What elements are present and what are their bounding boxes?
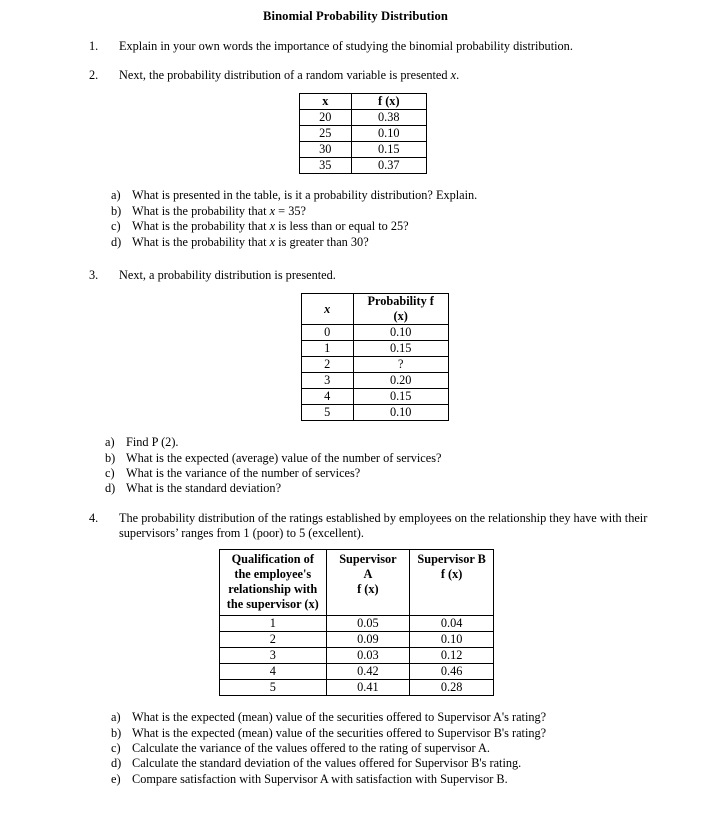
subitem-text: What is the standard deviation? bbox=[126, 481, 282, 496]
probability-table-3 bbox=[219, 549, 494, 696]
table-2-cell-x: 1 bbox=[301, 341, 353, 357]
question-1-number: 1. bbox=[89, 38, 99, 53]
question-4-subitem-b bbox=[111, 726, 671, 741]
table-row bbox=[220, 648, 494, 664]
question-3 bbox=[89, 268, 649, 283]
subitem-variable: x bbox=[269, 234, 276, 249]
question-2-text bbox=[119, 68, 649, 83]
table-1-cell-fx: 0.10 bbox=[352, 126, 426, 142]
subitem-text bbox=[132, 235, 671, 250]
table-row bbox=[220, 632, 494, 648]
table-3-cell-supa: 0.05 bbox=[326, 616, 410, 632]
question-2-variable: x bbox=[450, 68, 457, 83]
table-2-cell-x: 3 bbox=[301, 373, 353, 389]
table-row-header bbox=[301, 294, 448, 325]
table-3-cell-supa: 0.42 bbox=[326, 664, 410, 680]
question-3-subitem-a bbox=[105, 435, 671, 450]
question-3-subitems bbox=[105, 435, 671, 496]
table-3-header-col3-line2: f (x) bbox=[440, 567, 463, 582]
table-1-cell-x: 35 bbox=[299, 158, 352, 174]
subitem-letter: a) bbox=[105, 435, 115, 450]
probability-table-2 bbox=[301, 293, 449, 421]
question-2 bbox=[89, 68, 649, 83]
subitem-letter: b) bbox=[111, 725, 122, 740]
table-row-header bbox=[220, 550, 494, 616]
subitem-text-part: is greater than 30? bbox=[275, 234, 369, 249]
table-3-header-supervisor-b bbox=[410, 550, 494, 616]
table-row bbox=[220, 616, 494, 632]
table-1-cell-x: 20 bbox=[299, 110, 352, 126]
table-3-header-col1-line1: Qualification of bbox=[231, 552, 314, 567]
question-4-subitem-d bbox=[111, 756, 671, 771]
table-2-wrapper bbox=[0, 293, 711, 421]
question-4-text: The probability distribution of the ratings established by employees on the relationship they have with their supervisors’ ranges from 1 (poor) to 5 (excellent). bbox=[119, 510, 648, 541]
question-4 bbox=[89, 511, 649, 542]
table-row bbox=[299, 110, 426, 126]
table-3-cell-rating: 1 bbox=[220, 616, 327, 632]
question-2-text-after: . bbox=[456, 68, 460, 83]
question-4-subitem-c bbox=[111, 741, 671, 756]
table-3-header-supervisor-a bbox=[326, 550, 410, 616]
question-2-subitem-b bbox=[111, 204, 671, 219]
table-3-wrapper bbox=[0, 549, 711, 696]
table-row bbox=[301, 405, 448, 421]
probability-table-1 bbox=[299, 93, 427, 174]
table-3-header-col2-line1: Supervisor bbox=[339, 552, 397, 567]
subitem-letter: a) bbox=[111, 710, 121, 725]
table-3-cell-supb: 0.12 bbox=[410, 648, 494, 664]
subitem-letter: d) bbox=[111, 756, 122, 771]
table-row bbox=[220, 664, 494, 680]
subitem-text: Find P (2). bbox=[126, 435, 179, 450]
subitem-letter: c) bbox=[111, 741, 121, 756]
table-1-header-fx: f (x) bbox=[352, 94, 426, 110]
subitem-letter: b) bbox=[105, 450, 116, 465]
question-2-subitems bbox=[111, 188, 671, 249]
subitem-variable: x bbox=[269, 203, 276, 218]
question-2-subitem-a bbox=[111, 188, 671, 203]
table-3-header-col1-line3: relationship with bbox=[228, 582, 318, 597]
table-3-cell-supa: 0.09 bbox=[326, 632, 410, 648]
subitem-letter: d) bbox=[111, 234, 122, 249]
subitem-text: What is the expected (mean) value of the securities offered to Supervisor B's rating? bbox=[132, 725, 547, 740]
question-4-subitems bbox=[111, 710, 671, 787]
table-1-cell-x: 30 bbox=[299, 142, 352, 158]
table-3-cell-rating: 5 bbox=[220, 680, 327, 696]
question-2-subitem-c bbox=[111, 219, 671, 234]
table-row bbox=[301, 389, 448, 405]
subitem-text-part: What is the probability that bbox=[132, 219, 270, 234]
subitem-text: Calculate the standard deviation of the values offered for Supervisor B's rating. bbox=[132, 756, 522, 771]
subitem-text bbox=[132, 204, 671, 219]
table-row bbox=[301, 373, 448, 389]
table-3-header-col2-line2: A bbox=[363, 567, 373, 582]
table-3-cell-rating: 3 bbox=[220, 648, 327, 664]
table-3-header-qualification bbox=[220, 550, 327, 616]
table-3-cell-rating: 2 bbox=[220, 632, 327, 648]
subitem-letter: e) bbox=[111, 771, 121, 786]
subitem-text-part: = 35? bbox=[275, 203, 306, 218]
table-3-header-col3-line1: Supervisor B bbox=[417, 552, 486, 567]
question-2-subitem-d bbox=[111, 235, 671, 250]
subitem-text: What is presented in the table, is it a probability distribution? Explain. bbox=[132, 188, 478, 203]
table-row bbox=[301, 341, 448, 357]
table-2-cell-prob: 0.15 bbox=[353, 341, 448, 357]
subitem-text bbox=[132, 219, 671, 234]
table-2-cell-prob: ? bbox=[353, 357, 448, 373]
subitem-text-part: What is the probability that bbox=[132, 234, 270, 249]
table-3-cell-rating: 4 bbox=[220, 664, 327, 680]
table-row bbox=[299, 126, 426, 142]
table-3-cell-supa: 0.03 bbox=[326, 648, 410, 664]
question-4-subitem-a bbox=[111, 710, 671, 725]
question-4-subitem-e bbox=[111, 772, 671, 787]
subitem-letter: d) bbox=[105, 481, 116, 496]
table-3-cell-supb: 0.04 bbox=[410, 616, 494, 632]
question-2-number: 2. bbox=[89, 68, 99, 83]
question-3-text: Next, a probability distribution is presented. bbox=[119, 267, 336, 282]
table-2-header-line2: (x) bbox=[393, 309, 408, 324]
table-2-cell-x: 0 bbox=[301, 325, 353, 341]
question-3-number: 3. bbox=[89, 267, 99, 282]
table-1-cell-x: 25 bbox=[299, 126, 352, 142]
table-3-cell-supb: 0.28 bbox=[410, 680, 494, 696]
question-3-subitem-c bbox=[105, 466, 671, 481]
table-2-header-probability bbox=[353, 294, 448, 325]
subitem-letter: c) bbox=[111, 219, 121, 234]
question-1-text: Explain in your own words the importance of studying the binomial probability distribution. bbox=[119, 38, 573, 53]
subitem-letter: b) bbox=[111, 203, 122, 218]
table-2-cell-x: 5 bbox=[301, 405, 353, 421]
table-3-cell-supb: 0.46 bbox=[410, 664, 494, 680]
question-4-number: 4. bbox=[89, 510, 99, 525]
table-1-header-x: x bbox=[299, 94, 352, 110]
subitem-text: What is the variance of the number of services? bbox=[126, 465, 361, 480]
table-1-cell-fx: 0.38 bbox=[352, 110, 426, 126]
table-3-cell-supa: 0.41 bbox=[326, 680, 410, 696]
table-2-header-line1: Probability f bbox=[367, 294, 434, 309]
table-row bbox=[299, 158, 426, 174]
question-2-text-before: Next, the probability distribution of a random variable is presented bbox=[119, 68, 451, 83]
page-title: Binomial Probability Distribution bbox=[262, 9, 448, 23]
table-2-cell-x: 2 bbox=[301, 357, 353, 373]
table-1-wrapper bbox=[0, 93, 711, 174]
table-row-header bbox=[299, 94, 426, 110]
table-1-cell-fx: 0.37 bbox=[352, 158, 426, 174]
table-3-header-col1-line4: the supervisor (x) bbox=[226, 597, 319, 612]
table-1-cell-fx: 0.15 bbox=[352, 142, 426, 158]
subitem-variable: x bbox=[269, 219, 276, 234]
table-2-cell-prob: 0.15 bbox=[353, 389, 448, 405]
table-3-header-col1-line2: the employee's bbox=[234, 567, 312, 582]
subitem-text-part: is less than or equal to 25? bbox=[275, 219, 409, 234]
table-2-cell-prob: 0.20 bbox=[353, 373, 448, 389]
table-row bbox=[301, 325, 448, 341]
subitem-text: What is the expected (average) value of the number of services? bbox=[126, 450, 442, 465]
subitem-text: What is the expected (mean) value of the securities offered to Supervisor A's rating? bbox=[132, 710, 547, 725]
subitem-text: Calculate the variance of the values offered to the rating of supervisor A. bbox=[132, 741, 490, 756]
table-2-cell-prob: 0.10 bbox=[353, 325, 448, 341]
table-2-header-x: x bbox=[301, 294, 353, 325]
question-3-subitem-b bbox=[105, 451, 671, 466]
table-row bbox=[220, 680, 494, 696]
subitem-letter: c) bbox=[105, 465, 115, 480]
table-3-header-col2-line3: f (x) bbox=[357, 582, 379, 597]
subitem-text-part: What is the probability that bbox=[132, 203, 270, 218]
question-3-subitem-d bbox=[105, 481, 671, 496]
subitem-text: Compare satisfaction with Supervisor A with satisfaction with Supervisor B. bbox=[132, 771, 508, 786]
table-row bbox=[301, 357, 448, 373]
subitem-letter: a) bbox=[111, 188, 121, 203]
table-3-cell-supb: 0.10 bbox=[410, 632, 494, 648]
question-1 bbox=[89, 39, 649, 54]
table-2-cell-x: 4 bbox=[301, 389, 353, 405]
table-row bbox=[299, 142, 426, 158]
table-2-cell-prob: 0.10 bbox=[353, 405, 448, 421]
